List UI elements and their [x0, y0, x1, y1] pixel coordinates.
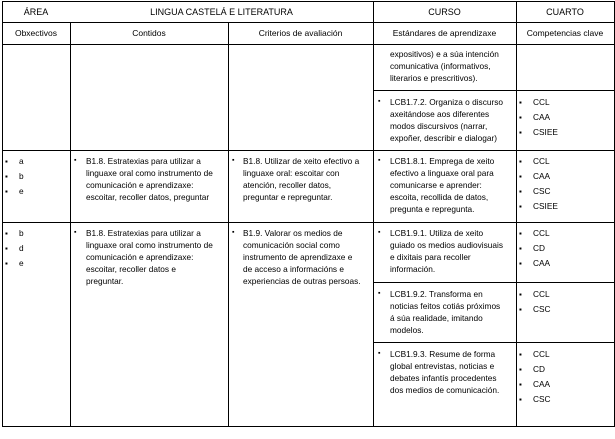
standard-line: modelos.: [390, 325, 424, 335]
col-divider-3: [373, 1, 374, 427]
standard-line: expoñer, describir e dialogar): [390, 133, 497, 143]
subheader-divider: [2, 44, 614, 45]
standard-line: guiado os medios audiovisuais: [390, 240, 504, 250]
standard-lcb1-9-1: [390, 227, 503, 275]
competence-item: ▪ CAA: [519, 377, 551, 392]
content-b1-8: [86, 155, 213, 203]
standard-bullet: ▪: [378, 350, 381, 357]
criterion-line: B1.9. Valorar os medios de: [243, 228, 343, 238]
criterion-line: B1.8. Utilizar de xeito efectivo a: [243, 156, 360, 166]
criterion-line: preguntar e repreguntar.: [243, 192, 333, 202]
standard-lcb1-9-2: [390, 288, 500, 336]
standard-continued-line: literarios e prescritivos).: [390, 73, 478, 83]
standard-line: á súa realidade, imitando: [390, 313, 483, 323]
standard-line: LCB1.7.2. Organiza o discurso: [390, 97, 503, 107]
content-line: B1.8. Estratexias para utilizar a: [86, 228, 201, 238]
criterion-line: de acceso a informacións e: [243, 264, 345, 274]
col-contents-header: Contidos: [132, 28, 166, 38]
objective-item: ▪ a: [5, 154, 24, 169]
standard-line: dos medios de comunicación.: [390, 385, 500, 395]
criterion-line: linguaxe oral: escoitar con: [243, 168, 340, 178]
content-line: comunicación e aprendizaxe:: [86, 252, 194, 262]
standard-continued-line: expositivos) e a súa intención: [390, 49, 499, 59]
competence-item: ▪ CSIEE: [519, 199, 558, 214]
standard-bullet: ▪: [378, 157, 381, 164]
competence-item: ▪ CCL: [519, 226, 550, 241]
competences-lcb1-7-2: [519, 95, 558, 140]
content-line: B1.8. Estratexias para utilizar a: [86, 156, 201, 166]
standard-line: axeitándose aos diferentes: [390, 109, 490, 119]
criterion-b1-9: [243, 227, 361, 287]
criterion-b1-8: [243, 155, 359, 203]
objectives-row2: [5, 154, 24, 199]
row2-divider: [2, 222, 614, 223]
content-bullet: ▪: [74, 157, 77, 164]
objectives-row3: [5, 226, 24, 271]
standard-line: modos discursivos (narrar,: [390, 121, 488, 131]
content-line: linguaxe oral como instrumento de: [86, 240, 213, 250]
competence-item: ▪ CSC: [519, 302, 551, 317]
row3-inner-divider-1: [373, 282, 614, 283]
header-divider: [2, 22, 614, 23]
standard-line: comunicarse e aprender:: [390, 180, 482, 190]
objective-item: ▪ e: [5, 184, 24, 199]
competences-lcb1-9-3: [519, 347, 551, 407]
row3-inner-divider-2: [373, 342, 614, 343]
objective-item: ▪ e: [5, 256, 24, 271]
competence-item: ▪ CSIEE: [519, 125, 558, 140]
competence-item: ▪ CCL: [519, 154, 558, 169]
competence-item: ▪ CCL: [519, 287, 551, 302]
criterion-line: atención, recoller datos,: [243, 180, 332, 190]
standard-line: noticias feitos cotiás próximos: [390, 301, 501, 311]
border-left: [2, 1, 3, 427]
criterion-line: instrumento de aprendizaxe e: [243, 252, 353, 262]
standard-line: LCB1.9.1. Utiliza de xeito: [390, 228, 484, 238]
col-standards-header: Estándares de aprendizaxe: [392, 28, 497, 38]
standard-lcb1-7-2: [390, 96, 503, 144]
course-label: CURSO: [428, 7, 461, 17]
content-bullet: ▪: [74, 229, 77, 236]
standard-lcb1-8-1: [390, 155, 494, 215]
objective-item: ▪ b: [5, 169, 24, 184]
standard-line: global entrevistas, noticias e: [390, 361, 495, 371]
content-b1-8-row3: [86, 227, 213, 287]
col-divider-1: [70, 22, 71, 427]
criterion-line: comunicación social como: [243, 240, 340, 250]
area-label: ÁREA: [23, 7, 49, 17]
standard-bullet: ▪: [378, 229, 381, 236]
standard-bullet: ▪: [378, 290, 381, 297]
content-line: escoitar, recoller datos e: [86, 264, 176, 274]
standard-line: e dixitais para recoller: [390, 252, 471, 262]
standard-continued-line: comunicativa (informativos,: [390, 61, 491, 71]
competence-item: ▪ CSC: [519, 184, 558, 199]
standard-line: efectivo a linguaxe oral para: [390, 168, 494, 178]
competence-item: ▪ CAA: [519, 110, 558, 125]
border-bottom: [2, 426, 614, 427]
competence-item: ▪ CD: [519, 241, 550, 256]
col-criteria-header: Criterios de avaliación: [258, 28, 343, 38]
col-competences-header: Competencias clave: [526, 28, 604, 38]
standard-continued: [390, 48, 499, 84]
content-line: preguntar.: [86, 276, 124, 286]
competences-lcb1-9-2: [519, 287, 551, 317]
standard-line: LCB1.9.2. Transforma en: [390, 289, 483, 299]
criterion-bullet: ▪: [232, 229, 235, 236]
competence-item: ▪ CCL: [519, 347, 551, 362]
content-line: linguaxe oral como instrumento de: [86, 168, 213, 178]
competence-item: ▪ CSC: [519, 392, 551, 407]
standard-bullet: ▪: [378, 98, 381, 105]
criterion-line: experiencias de outras persoas.: [243, 276, 361, 286]
competence-item: ▪ CCL: [519, 95, 558, 110]
standard-line: pregunta e repregunta.: [390, 204, 475, 214]
col-divider-2: [228, 22, 229, 427]
standard-line: información.: [390, 264, 436, 274]
course-value: CUARTO: [546, 7, 584, 17]
col-divider-4: [516, 1, 517, 427]
standard-line: LCB1.8.1. Emprega de xeito: [390, 156, 495, 166]
col-objectives-header: Obxectivos: [14, 28, 58, 38]
criterion-bullet: ▪: [232, 157, 235, 164]
competence-item: ▪ CAA: [519, 169, 558, 184]
subject-title: LINGUA CASTELÁ E LITERATURA: [150, 7, 293, 17]
standard-line: LCB1.9.3. Resume de forma: [390, 349, 496, 359]
standard-line: debates infantís procedentes: [390, 373, 497, 383]
row1-inner-divider: [373, 90, 614, 91]
competences-lcb1-8-1: [519, 154, 558, 214]
standard-lcb1-9-3: [390, 348, 499, 396]
border-top: [2, 1, 614, 2]
objective-item: ▪ d: [5, 241, 24, 256]
standard-line: escoita, recollida de datos,: [390, 192, 489, 202]
competence-item: ▪ CD: [519, 362, 551, 377]
competences-lcb1-9-1: [519, 226, 550, 271]
content-line: comunicación e aprendizaxe:: [86, 180, 194, 190]
content-line: escoitar, recoller datos, preguntar: [86, 192, 210, 202]
row1-divider: [2, 150, 614, 151]
competence-item: ▪ CAA: [519, 256, 550, 271]
objective-item: ▪ b: [5, 226, 24, 241]
